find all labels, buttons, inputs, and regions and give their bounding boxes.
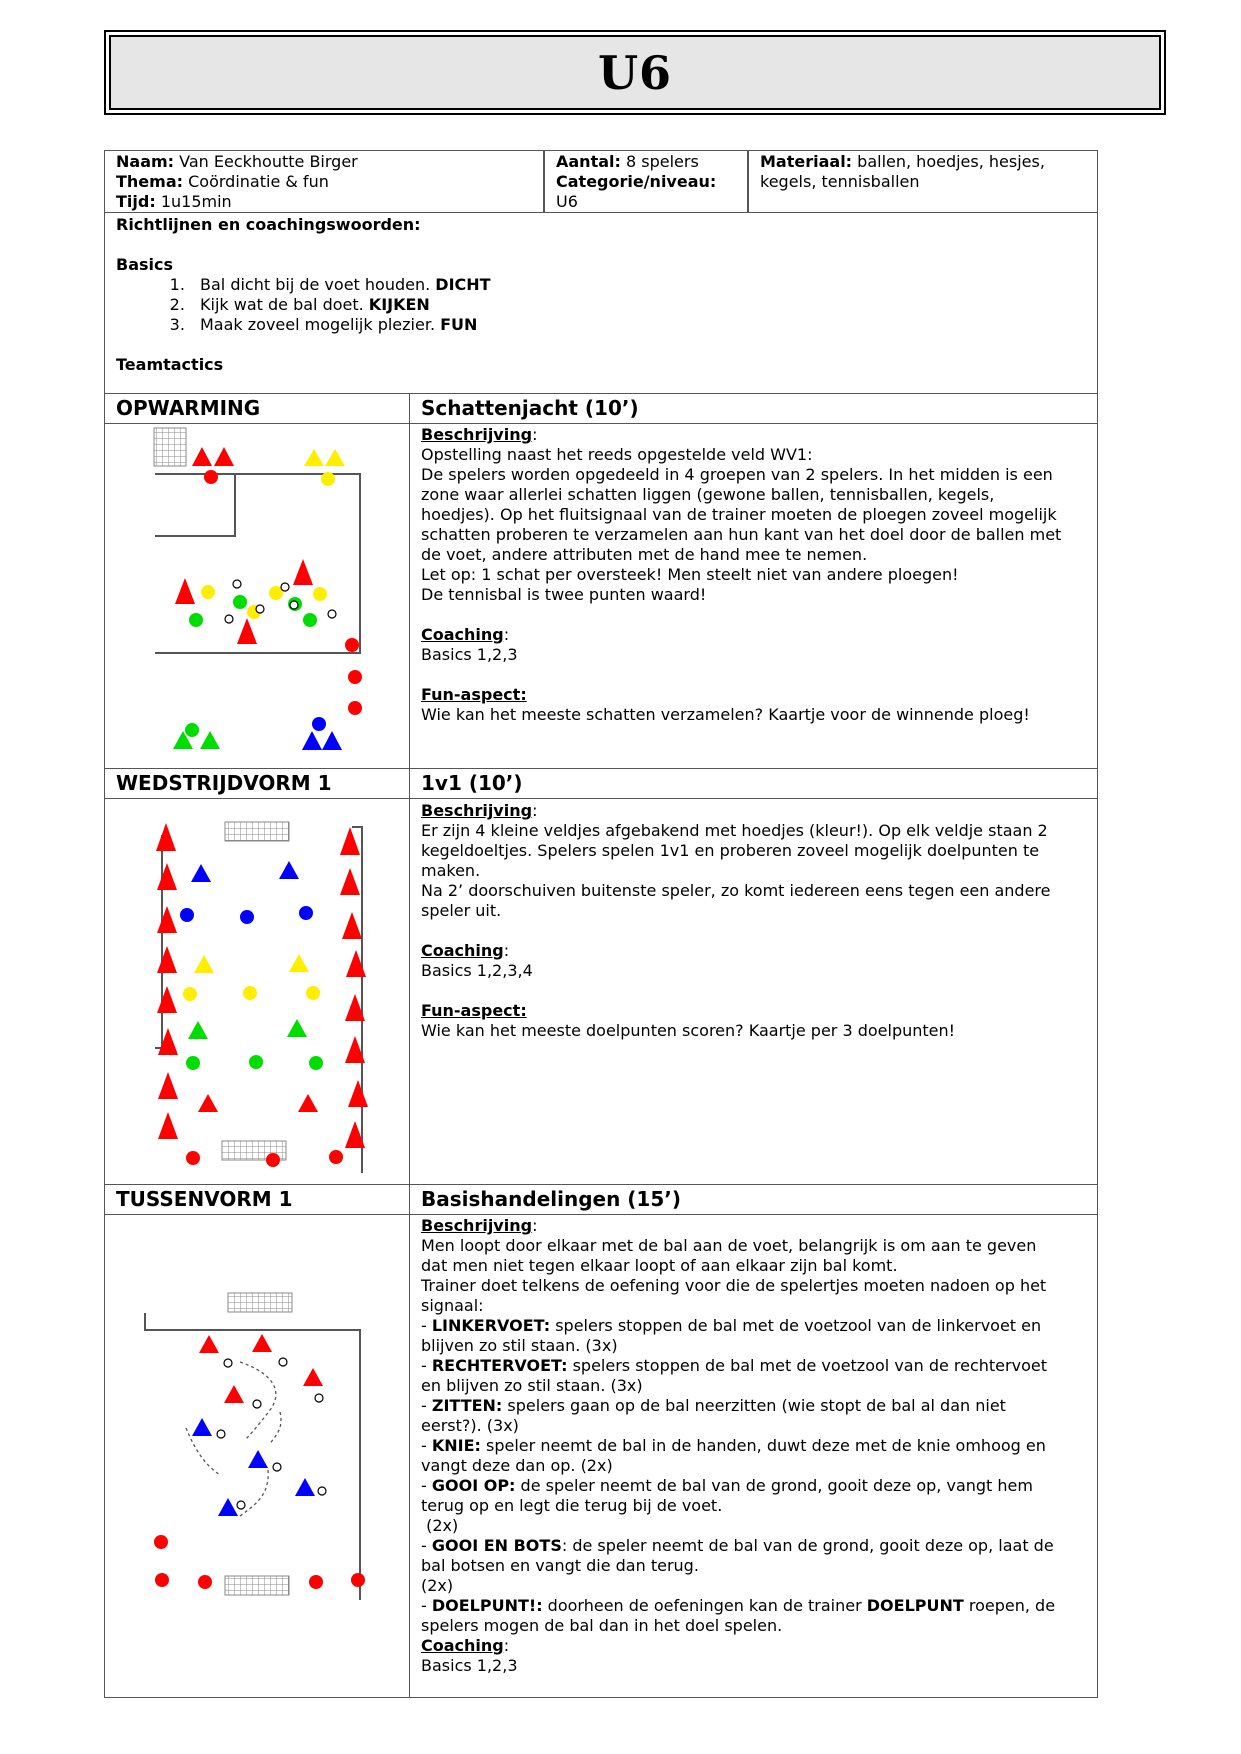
beschrijving-line: maken. <box>421 861 481 880</box>
beschrijving-line: De spelers worden opgedeeld in 4 groepen van 2 spelers. In het midden is een <box>421 465 1053 484</box>
fun-value: Wie kan het meeste schatten verzamelen? Kaartje voor de winnende ploeg! <box>421 705 1030 724</box>
categorie-value: U6 <box>556 192 578 211</box>
richtlijnen-heading: Richtlijnen en coachingswoorden: <box>116 215 421 234</box>
coaching-value: Basics 1,2,3 <box>421 645 518 664</box>
fun-value: Wie kan het meeste doelpunten scoren? Kaartje per 3 doelpunten! <box>421 1021 956 1040</box>
aantal-value: 8 spelers <box>626 152 699 171</box>
oefening-item: - KNIE: speler neemt de bal in de handen, duwt deze met de knie omhoog en <box>421 1436 1046 1455</box>
title-box <box>104 30 1166 115</box>
materiaal-value: ballen, hoedjes, hesjes, kegels, tennisballen <box>760 152 1045 191</box>
diagram-basishandelingen <box>104 1214 410 1698</box>
beschrijving-line: Trainer doet telkens de oefening voor die de spelertjes moeten nadoen op het <box>421 1276 1047 1295</box>
basics-list <box>190 275 1086 335</box>
coaching-value: Basics 1,2,3,4 <box>421 961 533 980</box>
beschrijving-line: speler uit. <box>421 901 502 920</box>
oefening-item: - RECHTERVOET: spelers stoppen de bal met de voetzool van de rechtervoet <box>421 1356 1047 1375</box>
beschrijving-line: Opstelling naast het reeds opgestelde veld WV1: <box>421 445 813 464</box>
oefening-item: - GOOI OP: de speler neemt de bal van de grond, gooit deze op, vangt hem <box>421 1476 1033 1495</box>
naam-value: Van Eeckhoutte Birger <box>179 152 358 171</box>
beschrijving-line: hoedjes). Op het fluitsignaal van de trainer moeten de ploegen zoveel mogelijk <box>421 505 1057 524</box>
thema-value: Coördinatie & fun <box>188 172 329 191</box>
beschrijving-line: De tennisbal is twee punten waard! <box>421 585 707 604</box>
list-item: 1. Bal dicht bij de voet houden. DICHT <box>190 275 1086 295</box>
section-2-title: 1v1 (10’) <box>409 768 1098 799</box>
section-1-title: Schattenjacht (10’) <box>409 393 1098 424</box>
coaching-value: Basics 1,2,3 <box>421 1656 518 1675</box>
beschrijving-line: schatten proberen te verzamelen aan hun kant van het doel door de ballen met <box>421 525 1062 544</box>
oefening-item: - ZITTEN: spelers gaan op de bal neerzitten (wie stopt de bal al dan niet <box>421 1396 1006 1415</box>
basics-heading: Basics <box>116 255 174 274</box>
oefening-item: - DOELPUNT!: doorheen de oefeningen kan de trainer DOELPUNT roepen, de <box>421 1596 1056 1615</box>
beschrijving-line: Er zijn 4 kleine veldjes afgebakend met hoedjes (kleur!). Op elk veldje staan 2 <box>421 821 1048 840</box>
teamtactics-heading: Teamtactics <box>116 355 224 374</box>
info-aantal-cell: Aantal: 8 spelers Categorie/niveau: U6 <box>544 150 748 213</box>
list-item: 2. Kijk wat de bal doet. KIJKEN <box>190 295 1086 315</box>
info-naam-cell: Naam: Van Eeckhoutte Birger Thema: Coördinatie & fun Tijd: 1u15min <box>104 150 544 213</box>
beschrijving-line: Men loopt door elkaar met de bal aan de voet, belangrijk is om aan te geven <box>421 1236 1037 1255</box>
tijd-value: 1u15min <box>160 192 232 211</box>
section-2-text-cell: Beschrijving: Er zijn 4 kleine veldjes afgebakend met hoedjes (kleur!). Op elk veldje staan 2 kegeldoeltjes. Spelers spelen 1v1 en proberen zoveel mogelijk doelpunten te maken. Na 2’ doorschuiven buitenste speler, zo komt iedereen eens tegen een andere speler uit. Coaching: Basics 1,2,3,4 Fun-aspect: Wie kan het meeste doelpunten scoren? Kaartje per 3 doelpunten! <box>409 798 1098 1185</box>
beschrijving-line: Na 2’ doorschuiven buitenste speler, zo komt iedereen eens tegen een andere <box>421 881 1051 900</box>
beschrijving-line: dat men niet tegen elkaar loopt of aan elkaar zijn bal komt. <box>421 1256 898 1275</box>
section-3-text-cell: Beschrijving: Men loopt door elkaar met de bal aan de voet, belangrijk is om aan te geven dat men niet tegen elkaar loopt of aan elkaar zijn bal komt. Trainer doet telkens de oefening voor die de spelertjes moeten nadoen op het signaal: - LINKERVOET: spelers stoppen de bal met de voetzool van de linkervoet en blijven zo stil staan. (3x) - RECHTERVOET: spelers stoppen de bal met de voetzool van de rechtervoet en blijven zo stil staan. (3x) - ZITTEN: spelers gaan op de bal neerzitten (wie stopt de bal al dan niet eerst?). (3x) - KNIE: speler neemt de bal in de handen, duwt deze met de knie omhoog en vangt deze dan op. (2x) - GOOI OP: de speler neemt de bal van de grond, gooit deze op, vangt hem terug op en legt die terug bij de voet. (2x) - GOOI EN BOTS: de speler neemt de bal van de grond, gooit deze op, laat de bal botsen en vangt die dan terug. (2x) - DOELPUNT!: doorheen de oefeningen kan de trainer DOELPUNT roepen, de spelers mogen de bal dan in het doel spelen. Coaching: Basics 1,2,3 <box>409 1214 1098 1698</box>
beschrijving-line: Let op: 1 schat per oversteek! Men steelt niet van andere ploegen! <box>421 565 959 584</box>
beschrijving-line: de voet, andere attributen met de hand mee te nemen. <box>421 545 868 564</box>
oefening-item: - LINKERVOET: spelers stoppen de bal met de voetzool van de linkervoet en <box>421 1316 1042 1335</box>
section-1-text-cell: Beschrijving: Opstelling naast het reeds opgestelde veld WV1: De spelers worden opgedeeld in 4 groepen van 2 spelers. In het midden is een zone waar allerlei schatten liggen (gewone ballen, tennisballen, kegels, hoedjes). Op het fluitsignaal van de trainer moeten de ploegen zoveel mogelijk schatten proberen te verzamelen aan hun kant van het doel door de ballen met de voet, andere attributen met de hand mee te nemen. Let op: 1 schat per oversteek! Men steelt niet van andere ploegen! De tennisbal is twee punten waard! Coaching: Basics 1,2,3 Fun-aspect: Wie kan het meeste schatten verzamelen? Kaartje voor de winnende ploeg! <box>409 423 1098 769</box>
richtlijnen-cell <box>104 212 1098 394</box>
section-3-title: Basishandelingen (15’) <box>409 1184 1098 1215</box>
beschrijving-line: signaal: <box>421 1296 484 1315</box>
section-2-name: WEDSTRIJDVORM 1 <box>104 768 410 799</box>
diagram-1v1 <box>104 798 410 1185</box>
section-1-name: OPWARMING <box>104 393 410 424</box>
oefening-item: - GOOI EN BOTS: de speler neemt de bal van de grond, gooit deze op, laat de <box>421 1536 1054 1555</box>
page-title: U6 <box>597 45 673 100</box>
title-inner <box>109 35 1161 110</box>
beschrijving-line: zone waar allerlei schatten liggen (gewone ballen, tennisballen, kegels, <box>421 485 995 504</box>
section-3-name: TUSSENVORM 1 <box>104 1184 410 1215</box>
categorie-label: Categorie/niveau: <box>556 172 717 191</box>
list-item: 3. Maak zoveel mogelijk plezier. FUN <box>190 315 1086 335</box>
beschrijving-line: kegeldoeltjes. Spelers spelen 1v1 en proberen zoveel mogelijk doelpunten te <box>421 841 1040 860</box>
info-materiaal-cell: Materiaal: ballen, hoedjes, hesjes, kegels, tennisballen <box>748 150 1098 213</box>
diagram-schattenjacht <box>104 423 410 769</box>
